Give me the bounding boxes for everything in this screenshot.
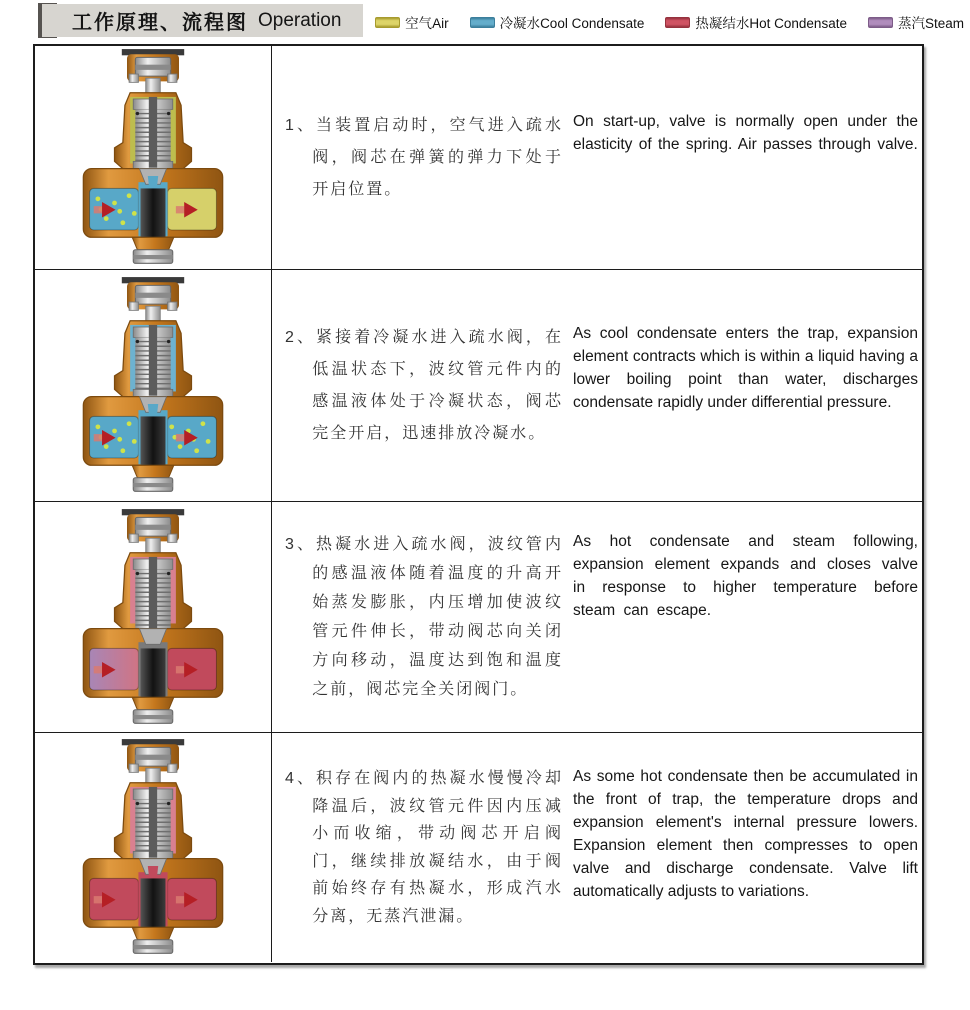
operation-steps-table	[33, 44, 924, 965]
legend-hot-zh: 热凝结水	[695, 16, 750, 31]
description-cell	[272, 270, 922, 501]
valve-diagram-cell	[35, 270, 272, 501]
legend-hot-en: Hot Condensate	[749, 16, 847, 31]
english-description: As hot condensate and steam following, expansion element expands and closes valve in response to higher temperature before steam can escape.	[573, 533, 918, 619]
description-cell	[272, 502, 922, 732]
section-title-en: Operation	[258, 9, 342, 31]
valve-diagram-cell	[35, 733, 272, 962]
operation-step-row	[35, 733, 922, 962]
legend-item-cool-condensate	[470, 12, 645, 32]
legend-air-en: Air	[432, 16, 449, 31]
legend-item-air	[375, 12, 449, 32]
valve-diagram-cell	[35, 46, 272, 269]
chinese-description: 1、当装置启动时，空气进入疏水阀，阀芯在弹簧的弹力下处于开启位置。	[285, 116, 563, 198]
legend-cool-en: Cool Condensate	[540, 16, 645, 31]
description-cell	[272, 733, 922, 962]
legend-air-zh: 空气	[405, 16, 433, 31]
valve-diagram-cell	[35, 502, 272, 732]
section-title	[42, 4, 363, 37]
description-cell	[272, 46, 922, 269]
english-description: As some hot condensate then be accumulated in the front of trap, the temperature drops and expansion element's internal pressure lowers. Expansion element then compresses to open valve and discharge condensate. Valve lift automatically adjusts to variations.	[573, 768, 918, 900]
cool-condensate-color-swatch	[470, 17, 495, 28]
operation-step-row	[35, 270, 922, 502]
legend-steam-en: Steam	[924, 16, 964, 31]
english-description: As cool condensate enters the trap, expansion element contracts which is within a liquid having a lower boiling point than water, discharges condensate rapidly under differential pressure.	[573, 324, 918, 411]
page-header	[0, 0, 970, 42]
valve-startup-air	[75, 47, 231, 267]
valve-hot-condensate-closing	[75, 507, 231, 727]
english-description: On start-up, valve is normally open under the elasticity of the spring. Air passes through valve.	[573, 112, 918, 153]
valve-reopening-discharge	[75, 737, 231, 957]
legend-item-hot-condensate	[665, 12, 847, 32]
operation-step-row	[35, 46, 922, 270]
air-color-swatch	[375, 17, 400, 28]
chinese-description: 4、积存在阀内的热凝水慢慢冷却降温后，波纹管元件因内压减小而收缩，带动阀芯开启阀门，继续排放凝结水，由于阀前始终存有热凝水，形成汽水分离，无蒸汽泄漏。	[285, 770, 563, 925]
operation-step-row	[35, 502, 922, 733]
hot-condensate-color-swatch	[665, 17, 690, 28]
fluid-color-legend	[375, 12, 964, 32]
chinese-description: 3、热凝水进入疏水阀，波纹管内的感温液体随着温度的升高开始蒸发膨胀，内压增加使波纹管元件伸长，带动阀芯向关闭方向移动，温度达到饱和温度之前，阀芯完全关闭阀门。	[285, 536, 563, 698]
legend-item-steam	[868, 12, 964, 32]
steam-color-swatch	[868, 17, 893, 28]
section-title-zh: 工作原理、流程图	[72, 12, 248, 34]
legend-steam-zh: 蒸汽	[897, 16, 925, 31]
chinese-description: 2、紧接着冷凝水进入疏水阀，在低温状态下，波纹管元件内的感温液体处于冷凝状态，阀芯完全开启，迅速排放冷凝水。	[285, 328, 563, 442]
legend-cool-zh: 冷凝水	[499, 16, 541, 31]
valve-cool-condensate	[75, 275, 231, 495]
